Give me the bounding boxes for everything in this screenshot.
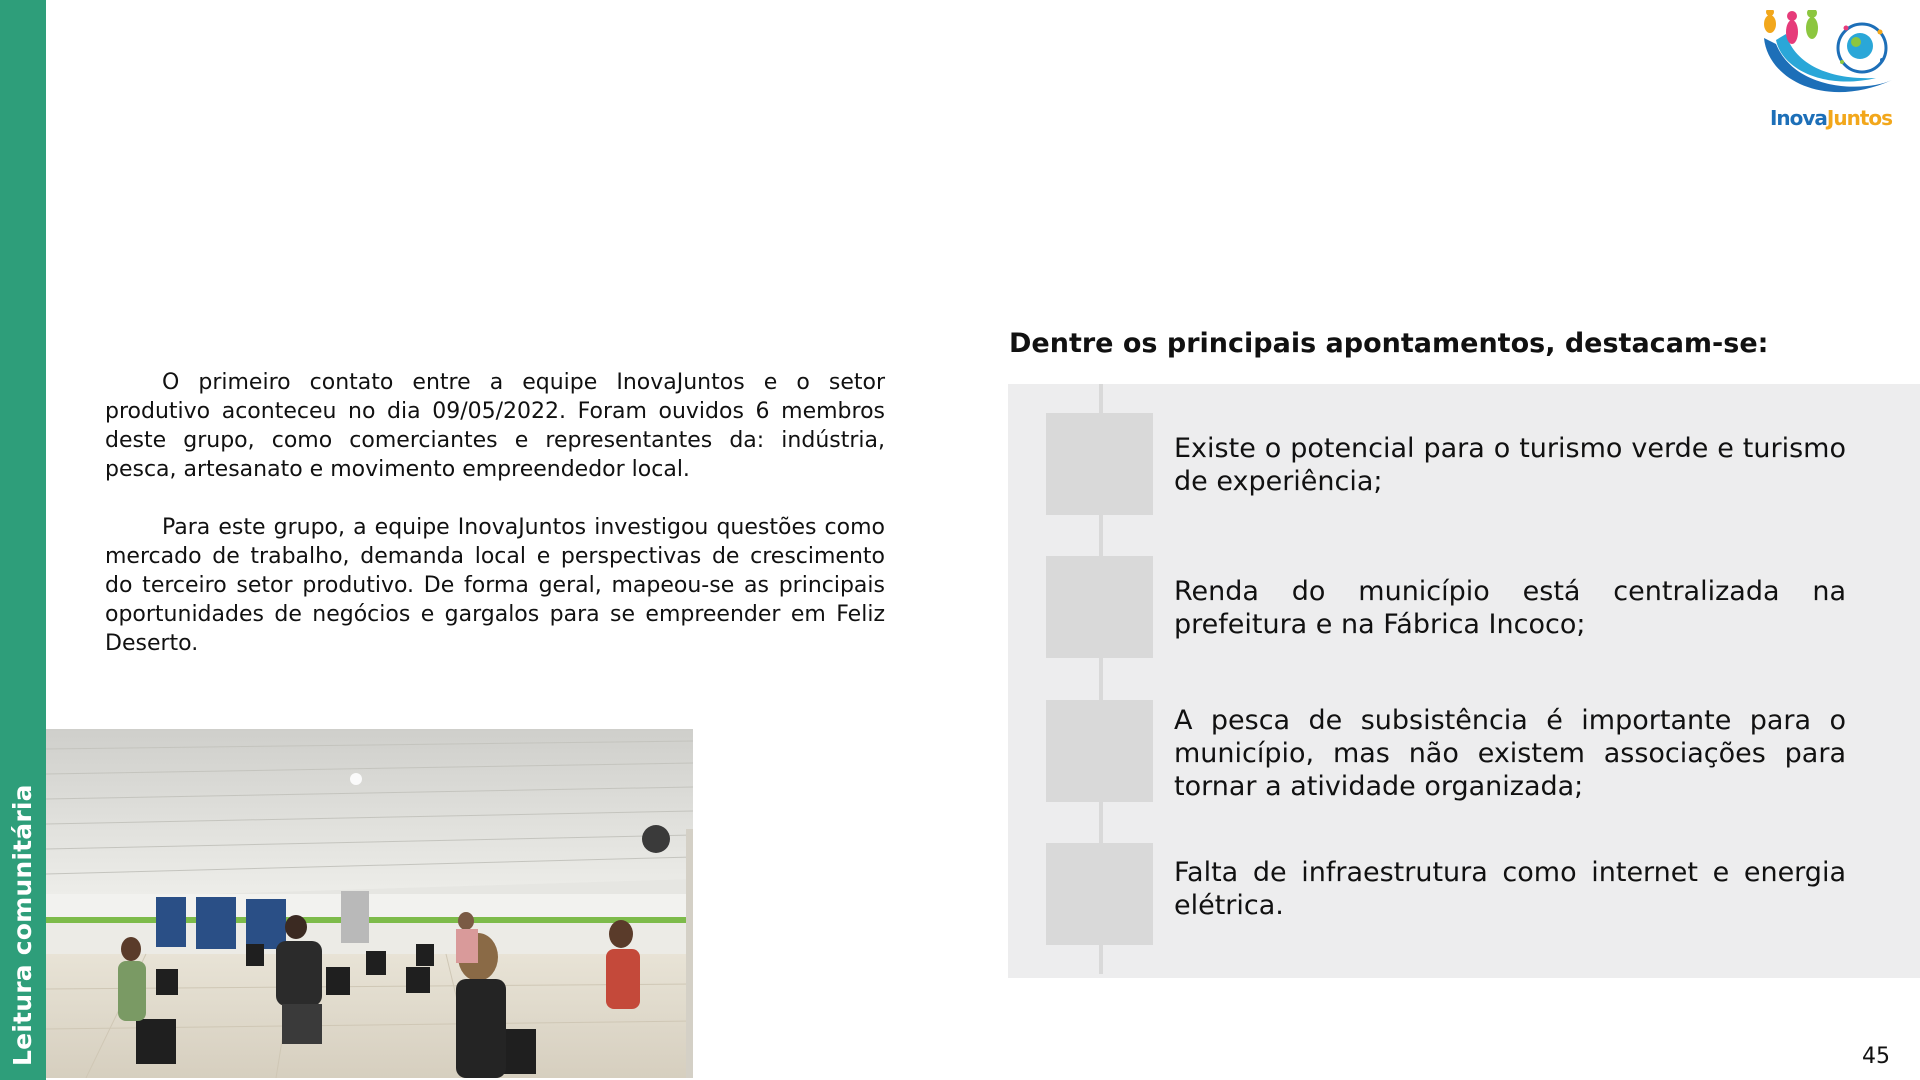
logo-wordmark-part2: Juntos [1826,106,1893,130]
highlight-item: Renda do município está centralizada na prefeitura e na Fábrica Incoco; [1174,576,1846,640]
logo-wordmark [1756,106,1906,130]
meeting-photo-image [46,729,693,1078]
sidebar-section-label: Leitura comunitária [8,784,37,1066]
highlights-panel [1008,384,1920,978]
page-number: 45 [1862,1044,1890,1069]
intro-text [105,368,885,687]
highlight-marker [1046,413,1153,515]
intro-paragraph: O primeiro contato entre a equipe InovaJuntos e o setor produtivo aconteceu no dia 09/05/2022. Foram ouvidos 6 membros deste grupo, como comerciantes e representantes da: indústria, pesca, artesanato e movimento empreendedor local. [105,370,885,482]
highlights-title: Dentre os principais apontamentos, destacam-se: [1009,328,1769,359]
logo-emblem [1756,10,1906,110]
highlight-marker [1046,843,1153,945]
highlight-marker [1046,556,1153,658]
meeting-photo [46,729,693,1078]
inovajuntos-logo [1756,10,1906,138]
logo-wordmark-part1: Inova [1769,106,1827,130]
highlight-item: Existe o potencial para o turismo verde e turismo de experiência; [1174,433,1846,497]
intro-paragraph: Para este grupo, a equipe InovaJuntos investigou questões como mercado de trabalho, demanda local e perspectivas de crescimento do terceiro setor produtivo. De forma geral, mapeou-se as principais oportunidades de negócios e gargalos para se empreender em Feliz Deserto. [105,515,885,656]
highlight-item: A pesca de subsistência é importante para o município, mas não existem associações para tornar a atividade organizada; [1174,705,1846,802]
highlight-item: Falta de infraestrutura como internet e energia elétrica. [1174,857,1846,921]
sidebar [0,0,46,1080]
highlight-marker [1046,700,1153,802]
